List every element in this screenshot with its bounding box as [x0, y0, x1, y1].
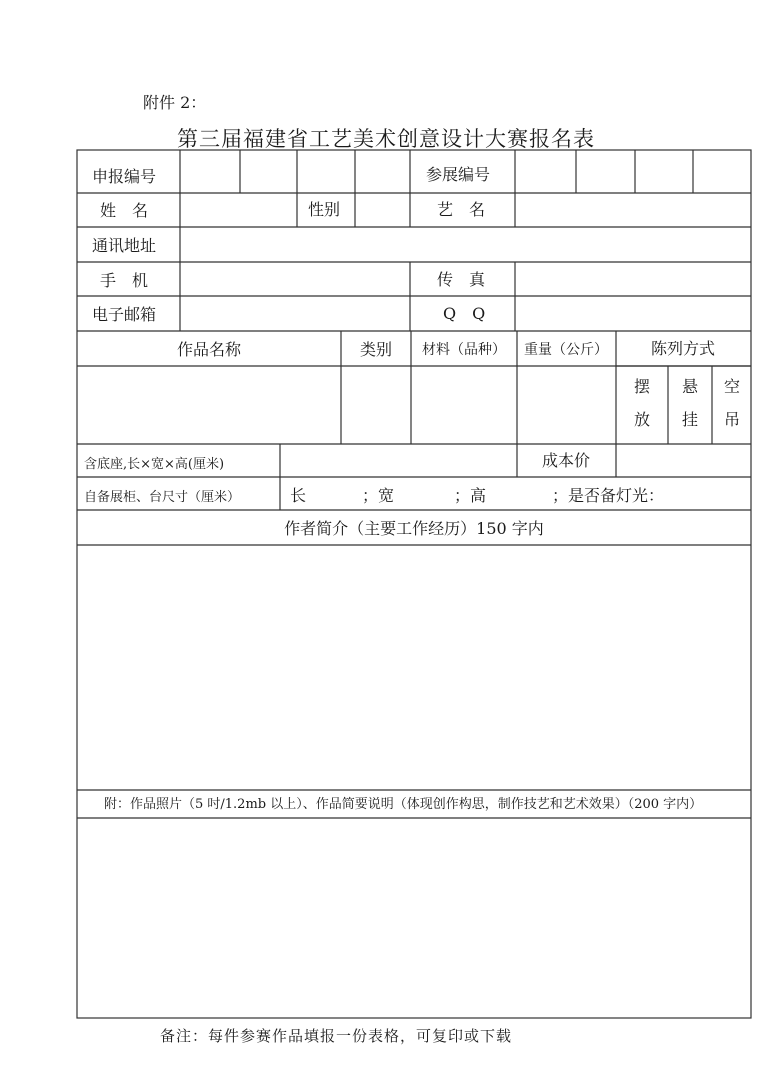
cabinet-height-label: ；高: [454, 486, 487, 505]
name-label: 姓 名: [100, 201, 149, 220]
exhibit-no-box-1[interactable]: [516, 151, 575, 192]
display-option-place-top: 摆: [633, 377, 651, 396]
display-option-hang-top: 悬: [681, 377, 699, 396]
address-label: 通讯地址: [92, 236, 157, 255]
material-header: 材料（品种）: [422, 342, 506, 358]
display-option-suspend[interactable]: [713, 367, 750, 443]
cost-price-label: 成本价: [541, 451, 591, 470]
exhibit-no-label: 参展编号: [426, 165, 491, 184]
gender-label: 性别: [308, 200, 341, 219]
cabinet-length-label: 长: [290, 486, 307, 505]
qq-field[interactable]: [516, 297, 750, 330]
bio-field[interactable]: [78, 546, 750, 789]
application-no-box-1[interactable]: [181, 151, 239, 192]
display-option-place[interactable]: [617, 367, 667, 443]
application-no-box-2[interactable]: [241, 151, 296, 192]
category-header: 类别: [359, 340, 393, 359]
work-name-header: 作品名称: [176, 340, 242, 359]
cabinet-height-field[interactable]: [492, 480, 550, 506]
email-label: 电子邮箱: [92, 305, 157, 324]
art-name-label: 艺 名: [437, 200, 486, 219]
display-option-place-bottom: 放: [633, 410, 651, 429]
display-option-suspend-bottom: 吊: [723, 410, 741, 429]
work-name-field[interactable]: [78, 367, 340, 443]
attachment-label: 附件 2：: [143, 93, 207, 112]
qq-label: Q Q: [443, 304, 486, 323]
lighting-label: ；是否备灯光：: [552, 486, 665, 505]
photo-description-field[interactable]: [78, 819, 750, 1017]
cabinet-width-field[interactable]: [400, 480, 452, 506]
fax-label: 传 真: [437, 270, 486, 289]
weight-header: 重量（公斤）: [524, 342, 608, 358]
dimensions-field[interactable]: [281, 445, 516, 476]
mobile-label: 手 机: [100, 271, 149, 290]
bio-header: 作者简介（主要工作经历）150 字内: [284, 519, 544, 538]
display-option-suspend-top: 空: [723, 377, 741, 396]
mobile-field[interactable]: [181, 263, 409, 295]
material-field[interactable]: [412, 367, 516, 443]
footer-note: 备注：每件参赛作品填报一份表格，可复印或下载: [160, 1027, 513, 1045]
name-field[interactable]: [181, 194, 296, 226]
gender-field[interactable]: [356, 194, 409, 226]
email-field[interactable]: [181, 297, 409, 330]
display-option-hang[interactable]: [669, 367, 711, 443]
dimensions-label: 含底座,长×宽×高(厘米): [84, 457, 225, 472]
exhibit-no-box-3[interactable]: [636, 151, 692, 192]
art-name-field[interactable]: [516, 194, 750, 226]
weight-field[interactable]: [518, 367, 615, 443]
exhibit-no-box-2[interactable]: [577, 151, 634, 192]
cabinet-width-label: ；宽: [362, 486, 395, 505]
form-title: 第三届福建省工艺美术创意设计大赛报名表: [177, 127, 595, 151]
lighting-field[interactable]: [676, 480, 748, 506]
application-no-label: 申报编号: [92, 167, 157, 186]
cabinet-length-field[interactable]: [310, 480, 360, 506]
exhibit-no-box-4[interactable]: [694, 151, 750, 192]
fax-field[interactable]: [516, 263, 750, 295]
display-option-hang-bottom: 挂: [681, 410, 699, 429]
cost-price-field[interactable]: [617, 445, 750, 476]
application-no-box-3[interactable]: [298, 151, 354, 192]
application-no-box-4[interactable]: [356, 151, 409, 192]
cabinet-label: 自备展柜、台尺寸（厘米）: [84, 490, 241, 505]
display-method-header: 陈列方式: [650, 339, 716, 358]
address-field[interactable]: [181, 228, 750, 261]
attachment-row-label: 附：作品照片（5 吋/1.2mb 以上）、作品简要说明（体现创作构思，制作技艺和艺术效果）（200 字内）: [104, 797, 703, 812]
category-field[interactable]: [342, 367, 410, 443]
